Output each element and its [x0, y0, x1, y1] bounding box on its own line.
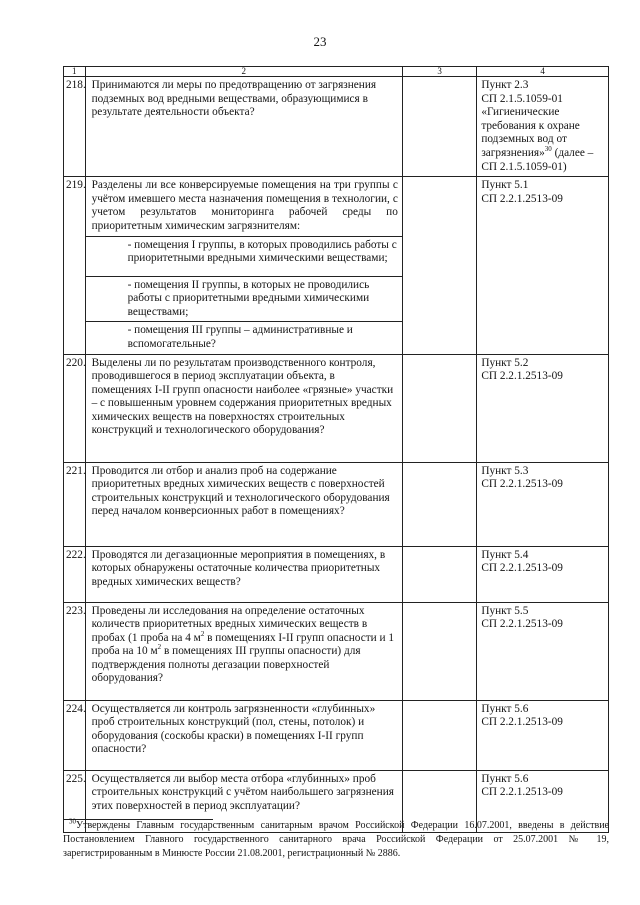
row-number: 225.: [64, 770, 86, 832]
column-header: 1: [64, 67, 86, 77]
column-header: 3: [402, 67, 476, 77]
reference-line: СП 2.1.5.1059-01: [481, 92, 563, 105]
row-number: 221.: [64, 462, 86, 546]
question-text: Выделены ли по результатам производственного контроля, проводившегося в период эксплуатации объекта, в помещениях I-II групп опасности наиболее «грязные» участки – с повышенным уровнем содержания приоритетных вредных химических веществ на поверхностях строительных конструкций и технологического оборудования?: [85, 354, 402, 462]
subitem-text: - помещения I группы, в которых проводились работы с приоритетными вредными химическими веществами;: [85, 236, 402, 276]
reference-line: СП 2.2.1.2513-09: [481, 370, 563, 383]
answer-cell: [402, 354, 476, 462]
page-number: 23: [313, 34, 327, 49]
reference-line: СП 2.2.1.2513-09: [481, 562, 563, 575]
reference-line: СП 2.2.1.2513-09: [481, 192, 563, 205]
table-row: [64, 177, 609, 236]
reference-cell: [477, 177, 609, 354]
table-row: [64, 354, 609, 462]
reference-cell: [477, 354, 609, 462]
column-header: 4: [477, 67, 609, 77]
question-text: Принимаются ли меры по предотвращению от загрязнения подземных вод вредными веществами, образующимися в результате деятельности объекта?: [85, 77, 402, 177]
reference-line: Пункт 2.3: [481, 79, 529, 91]
footnote-mark: 30: [69, 817, 76, 826]
question-text: Осуществляется ли контроль загрязненности «глубинных» проб строительных конструкций (пол, стены, потолок) и оборудования (соскобы краски) в помещениях I-II групп опасности?: [85, 700, 402, 770]
subitem-text: - помещения III группы – административные и вспомогательные?: [85, 322, 402, 354]
table-row: [64, 546, 609, 602]
reference-cell: [477, 462, 609, 546]
reference-line: СП 2.2.1.2513-09: [481, 618, 563, 631]
reference-cell: [477, 546, 609, 602]
checklist-table: [63, 66, 609, 833]
answer-cell: [402, 546, 476, 602]
table-row: [64, 77, 609, 177]
question-text: Осуществляется ли выбор места отбора «глубинных» проб строительных конструкций с учётом наибольшего загрязнения этих поверхностей в период эксплуатации?: [85, 770, 402, 832]
footnote: [63, 819, 609, 861]
answer-cell: [402, 177, 476, 354]
reference-cell: [477, 602, 609, 700]
reference-line: Пункт 5.6: [481, 702, 529, 715]
question-text: Проводятся ли дегазационные мероприятия в помещениях, в которых обнаружены остаточные количества приоритетных вредных химических веществ?: [85, 546, 402, 602]
reference-line: Пункт 5.3: [481, 464, 529, 477]
reference-line: СП 2.2.1.2513-09: [481, 786, 563, 799]
reference-cell: [477, 700, 609, 770]
reference-line: Пункт 5.2: [481, 356, 529, 369]
superscript: 2: [157, 643, 162, 652]
reference-line: Пункт 5.1: [481, 179, 529, 192]
reference-line: СП 2.2.1.2513-09: [481, 716, 563, 729]
footnote-mark: 30: [544, 145, 552, 154]
reference-line: (далее – СП 2.1.5.1059-01): [481, 146, 594, 173]
table-row: [64, 602, 609, 700]
table-header-row: [64, 67, 609, 77]
reference-line: Пункт 5.6: [481, 772, 529, 785]
answer-cell: [402, 700, 476, 770]
question-text: Разделены ли все конверсируемые помещения на три группы с учётом имевшего места назначения помещения в технологии, с учетом результатов мониторинга рабочей среды по приоритетным химическим загрязнителям:: [85, 177, 402, 236]
answer-cell: [402, 462, 476, 546]
answer-cell: [402, 602, 476, 700]
subitem-text: - помещения II группы, в которых не проводились работы с приоритетными вредными химическими веществами;: [85, 276, 402, 322]
row-number: 224.: [64, 700, 86, 770]
row-number: 220.: [64, 354, 86, 462]
row-number: 222.: [64, 546, 86, 602]
question-text: Проведены ли исследования на определение остаточных количеств приоритетных вредных химических веществ в пробах (1 проба на 4 $м^2$ в помещениях I-II групп опасности и 1 проба на 10 $м^2$ в помещениях III группы опасности) для подтверждения полноты дегазации поверхностей оборудования?: [85, 602, 402, 700]
question-text: Проводится ли отбор и анализ проб на содержание приоритетных вредных химических веществ с поверхностей строительных конструкций и технологического оборудования перед началом конверсионных работ в помещениях?: [85, 462, 402, 546]
reference-line: Пункт 5.4: [481, 548, 529, 561]
table-row: [64, 462, 609, 546]
answer-cell: [402, 77, 476, 177]
reference-line: «Гигиенические требования к охране подземных вод от загрязнения»: [481, 106, 580, 159]
row-number: 219.: [64, 177, 86, 354]
superscript: 2: [200, 629, 205, 638]
reference-cell: [477, 77, 609, 177]
footnote-text: Утверждены Главным государственным санитарным врачом Российской Федерации 16.07.2001, введены в действие Постановлением Главного государственного санитарного врача Российской Федерации от 25.07.2001 № 19, зарегистрированным в Минюсте России 21.08.2001, регистрационный № 2886.: [63, 820, 609, 859]
row-number: 223.: [64, 602, 86, 700]
reference-line: СП 2.2.1.2513-09: [481, 478, 563, 491]
table-row: [64, 700, 609, 770]
row-number: 218.: [64, 77, 86, 177]
column-header: 2: [85, 67, 402, 77]
reference-line: Пункт 5.5: [481, 604, 529, 617]
